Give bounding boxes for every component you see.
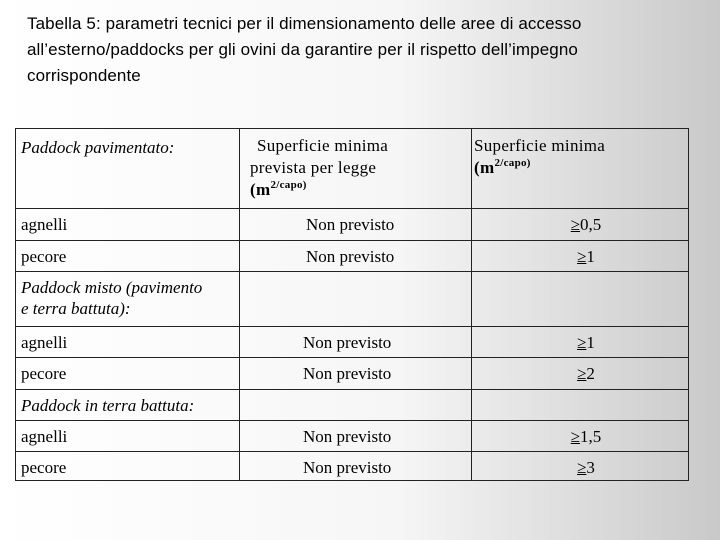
row-legal: Non previsto (303, 427, 392, 446)
row-animal: pecore (21, 364, 67, 383)
header-recommended-unit: ($m^{2/capo)}$ (474, 157, 531, 177)
row-legal: Non previsto (306, 247, 395, 266)
row-min-area: ≥2 (577, 364, 595, 383)
row-legal: Non previsto (306, 215, 395, 234)
row-legal: Non previsto (303, 333, 392, 352)
row-divider (16, 240, 688, 241)
row-divider (16, 451, 688, 452)
header-paddock-pavimentato: Paddock pavimentato: (21, 138, 175, 157)
row-min-area: ≥1 (577, 247, 595, 266)
table-caption (27, 11, 707, 89)
row-animal: agnelli (21, 215, 68, 234)
section-label-terra-battuta: Paddock in terra battuta: (21, 396, 195, 415)
row-divider (16, 357, 688, 358)
row-divider (16, 326, 688, 327)
row-legal: Non previsto (303, 458, 392, 477)
row-divider-header (16, 208, 688, 209)
caption-line-1: Tabella 5: parametri tecnici per il dimensionamento delle aree di accesso (27, 14, 582, 33)
column-divider-1 (239, 129, 240, 480)
parameters-table (15, 128, 689, 481)
row-animal: pecore (21, 247, 67, 266)
header-legal-unit: ($m^{2/capo)}$ (250, 179, 307, 199)
row-divider (16, 420, 688, 421)
header-legal-line-2: prevista per legge (250, 158, 377, 177)
row-min-area: ≥0,5 (570, 215, 602, 234)
header-legal-minimum (250, 135, 388, 201)
row-animal: agnelli (21, 427, 68, 446)
row-animal: agnelli (21, 333, 68, 352)
caption-line-3: corrispondente (27, 66, 141, 85)
row-divider (16, 389, 688, 390)
section-label-paddock-misto: Paddock misto (pavimento e terra battuta): (21, 278, 203, 318)
header-legal-line-1: Superficie minima (257, 136, 389, 155)
row-animal: pecore (21, 458, 67, 477)
row-divider (16, 271, 688, 272)
row-min-area: ≥1 (577, 333, 595, 352)
caption-line-2: all’esterno/paddocks per gli ovini da garantire per il rispetto dell’impegno (27, 40, 578, 59)
row-min-area: ≥1,5 (570, 427, 602, 446)
header-recommended-line-1: Superficie minima (474, 136, 606, 155)
row-legal: Non previsto (303, 364, 392, 383)
row-min-area: ≥3 (577, 458, 595, 477)
column-divider-2 (471, 129, 472, 480)
header-recommended-minimum (474, 135, 605, 179)
